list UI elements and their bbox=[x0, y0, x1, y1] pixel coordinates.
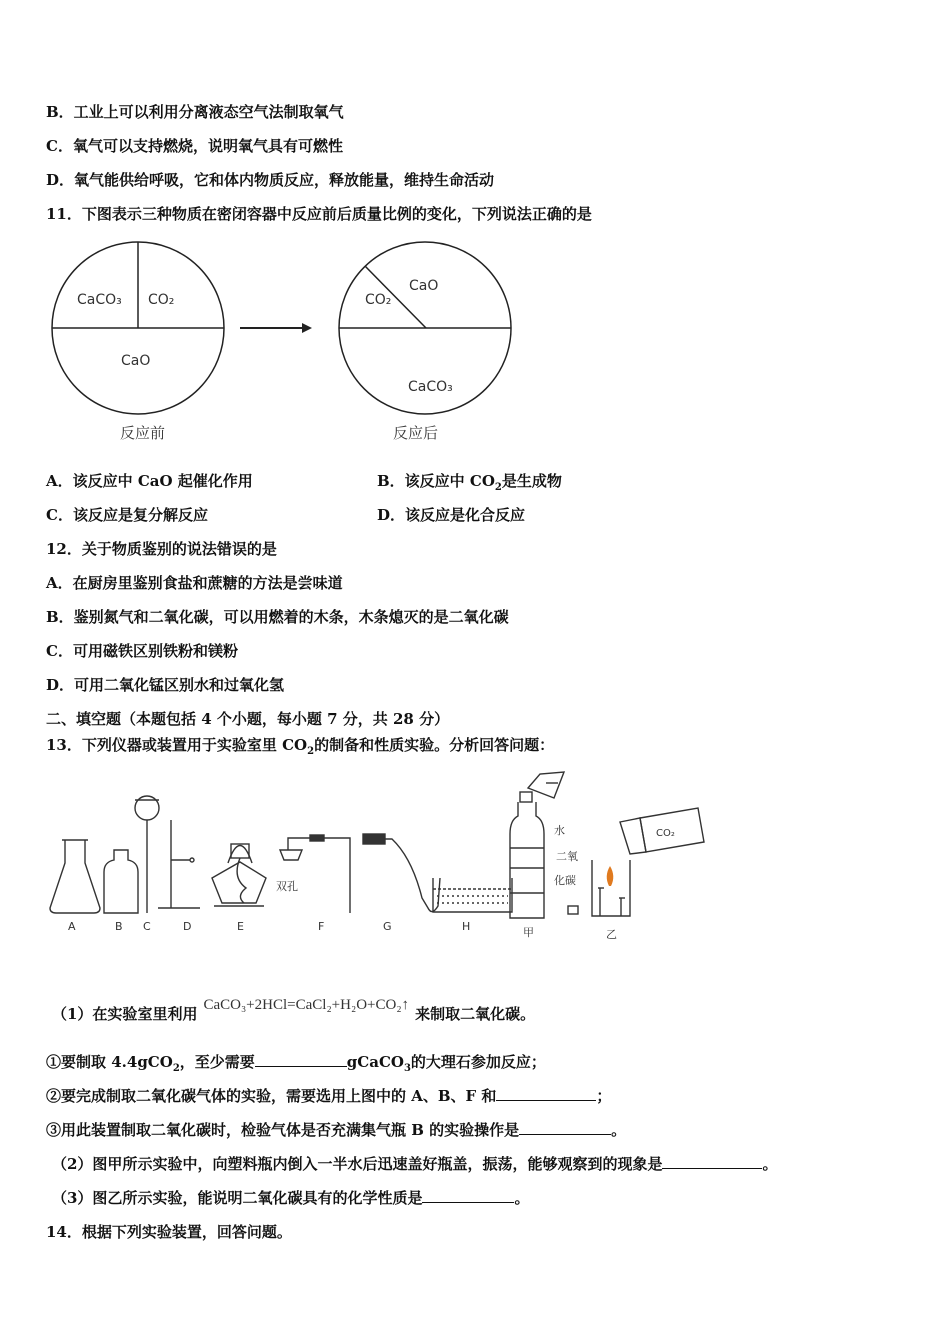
apparatus-label-h: H bbox=[462, 920, 471, 933]
annotation-co2-jar: CO₂ bbox=[656, 828, 675, 839]
apparatus-label-e: E bbox=[237, 920, 244, 933]
plastic-bottle-icon bbox=[510, 772, 578, 918]
q12-option-b: B．鉴别氮气和二氧化碳，可以用燃着的木条，木条熄灭的是二氧化碳 bbox=[46, 608, 509, 626]
pie-after-caption: 反应后 bbox=[393, 424, 439, 442]
apparatus-label-b: B bbox=[115, 920, 123, 933]
q10-option-b: B．工业上可以利用分离液态空气法制取氧气 bbox=[46, 103, 344, 121]
q11-pie-figure bbox=[40, 240, 540, 455]
q13-sub2: ②要完成制取二氧化碳气体的实验，需要选用上图中的 A、B、F 和 ； bbox=[46, 1087, 612, 1105]
apparatus-label-f: F bbox=[318, 920, 325, 933]
apparatus-label-g: G bbox=[383, 920, 392, 933]
q11-option-c: C．该反应是复分解反应 bbox=[46, 506, 208, 524]
beaker-candle-icon bbox=[592, 808, 704, 916]
q11-stem: 11．下图表示三种物质在密闭容器中反应前后质量比例的变化，下列说法正确的是 bbox=[46, 205, 592, 223]
conical-flask-icon bbox=[50, 840, 100, 913]
iron-stand-icon bbox=[158, 820, 200, 908]
reaction-equation: CaCO₃+2HCl=CaCl₂+H₂O+CO₂↑ bbox=[203, 997, 410, 1013]
pie-after-label-co2: CO₂ bbox=[365, 292, 392, 308]
pie-before-caption: 反应前 bbox=[120, 424, 166, 442]
q11-option-b: B．该反应中 $CO_2$是生成物 bbox=[377, 472, 562, 493]
section-title: 二、填空题（本题包括 4 个小题，每小题 7 分，共 28 分） bbox=[46, 710, 450, 728]
answer-blank-3[interactable] bbox=[519, 1120, 611, 1135]
stopper-tube-icon bbox=[280, 835, 350, 913]
alcohol-lamp-icon bbox=[212, 844, 266, 906]
pie-before-label-cao: CaO bbox=[121, 353, 151, 369]
pie-before-label-caco3: CaCO₃ bbox=[77, 292, 122, 308]
rubber-tube-icon bbox=[363, 834, 440, 912]
apparatus-label-d: D bbox=[183, 920, 192, 933]
q12-option-c: C．可用磁铁区别铁粉和镁粉 bbox=[46, 642, 238, 660]
q13-apparatus-figure bbox=[40, 768, 720, 948]
q11-option-d: D．该反应是化合反应 bbox=[377, 506, 526, 524]
q10-option-c: C．氧气可以支持燃烧，说明氧气具有可燃性 bbox=[46, 137, 343, 155]
water-trough-icon bbox=[433, 878, 512, 912]
apparatus-label-jia: 甲 bbox=[523, 926, 534, 939]
pie-after bbox=[339, 242, 511, 442]
annotation-co2-line1: 二氧 bbox=[556, 850, 578, 863]
annotation-double-hole: 双孔 bbox=[276, 880, 298, 893]
apparatus-label-yi: 乙 bbox=[606, 928, 617, 941]
q13-sub1: ①要制取 4.4gCO$_2$，至少需要 gCaCO$_3$的大理石参加反应； bbox=[46, 1053, 546, 1074]
flame-icon bbox=[607, 866, 614, 886]
answer-blank-4[interactable] bbox=[662, 1154, 762, 1169]
answer-blank-2[interactable] bbox=[496, 1086, 596, 1101]
gas-bottle-icon bbox=[104, 850, 138, 913]
reaction-arrow-icon bbox=[240, 323, 312, 333]
q12-option-a: A．在厨房里鉴别食盐和蔗糖的方法是尝味道 bbox=[46, 574, 343, 592]
q12-stem: 12．关于物质鉴别的说法错误的是 bbox=[46, 540, 277, 558]
q13-part3: （3）图乙所示实验，能说明二氧化碳具有的化学性质是 。 bbox=[52, 1189, 530, 1207]
q13-sub3: ③用此装置制取二氧化碳时，检验气体是否充满集气瓶 B 的实验操作是 。 bbox=[46, 1121, 627, 1139]
q13-stem: 13．下列仪器或装置用于实验室里 $CO_2$的制备和性质实验。分析回答问题： bbox=[46, 736, 555, 757]
pie-before-label-co2: CO₂ bbox=[148, 292, 175, 308]
apparatus-label-c: C bbox=[143, 920, 151, 933]
answer-blank-5[interactable] bbox=[422, 1188, 514, 1203]
q10-option-d: D．氧气能供给呼吸，它和体内物质反应，释放能量，维持生命活动 bbox=[46, 171, 495, 189]
q12-option-d: D．可用二氧化锰区别水和过氧化氢 bbox=[46, 676, 285, 694]
annotation-co2-line2: 化碳 bbox=[554, 874, 576, 887]
q13-part1: （1）在实验室里利用 CaCO₃+2HCl=CaCl₂+H₂O+CO₂↑ 来制取二氧化碳。 bbox=[52, 997, 536, 1023]
answer-blank-1[interactable] bbox=[255, 1052, 347, 1067]
pie-after-label-cao: CaO bbox=[409, 278, 439, 294]
q14-stem: 14．根据下列实验装置，回答问题。 bbox=[46, 1223, 292, 1241]
apparatus-label-a: A bbox=[68, 920, 76, 933]
q11-option-a: A．该反应中 CaO 起催化作用 bbox=[46, 472, 253, 490]
q13-part2: （2）图甲所示实验中，向塑料瓶内倒入一半水后迅速盖好瓶盖，振荡，能够观察到的现象是 。 bbox=[52, 1155, 778, 1173]
pie-after-label-caco3: CaCO₃ bbox=[408, 379, 453, 395]
pie-before bbox=[52, 242, 224, 442]
annotation-water: 水 bbox=[554, 824, 565, 837]
